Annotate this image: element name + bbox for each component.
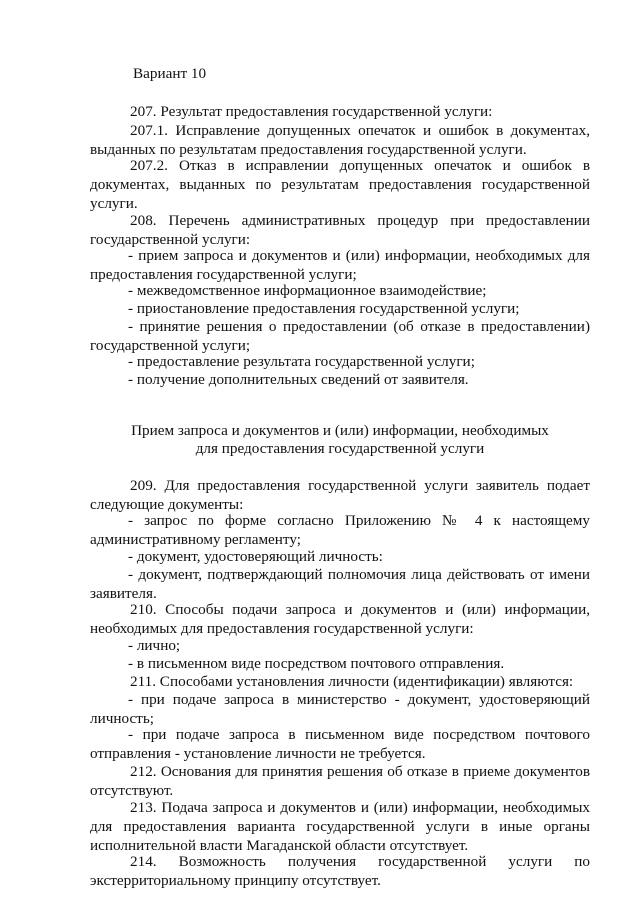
variant-heading: Вариант 10 — [133, 65, 207, 82]
list-item: - принятие решения о предоставлении (об отказе в предоставлении) государственной услуги; — [90, 318, 590, 354]
list-item: - при подаче запроса в министерство - документ, удостоверяющий личность; — [90, 691, 590, 727]
list-item: - межведомственное информационное взаимодействие; — [128, 282, 487, 299]
list-item: - при подаче запроса в письменном виде посредством почтового отправления - установление личности не требуется. — [90, 726, 590, 762]
list-item: - прием запроса и документов и (или) информации, необходимых для предоставления государственной услуги; — [90, 247, 590, 283]
paragraph-207: 207. Результат предоставления государственной услуги: — [130, 103, 493, 120]
paragraph-210: 210. Способы подачи запроса и документов и (или) информации, необходимых для предоставления государственной услуги: — [90, 601, 590, 637]
paragraph-213: 213. Подача запроса и документов и (или) информации, необходимых для предоставления варианта государственной услуги в иные органы исполнительной власти Магаданской области отсутствует. — [90, 799, 590, 854]
paragraph-207-1: 207.1. Исправление допущенных опечаток и ошибок в документах, выданных по результатам предоставления государственной услуги. — [90, 122, 590, 158]
list-item: - приостановление предоставления государственной услуги; — [128, 300, 520, 317]
list-item: - в письменном виде посредством почтового отправления. — [128, 655, 505, 672]
section-title-line-1: Прием запроса и документов и (или) информации, необходимых — [131, 422, 549, 439]
paragraph-209: 209. Для предоставления государственной услуги заявитель подает следующие документы: — [90, 477, 590, 513]
list-item: - лично; — [128, 637, 181, 654]
paragraph-207-2: 207.2. Отказ в исправлении допущенных опечаток и ошибок в документах, выданных по результатам предоставления государственной услуги. — [90, 157, 590, 212]
list-item: - получение дополнительных сведений от заявителя. — [128, 371, 469, 388]
list-item: - документ, удостоверяющий личность: — [128, 548, 383, 565]
list-item: - документ, подтверждающий полномочия лица действовать от имени заявителя. — [90, 566, 590, 602]
list-item: - запрос по форме согласно Приложению № 4 к настоящему административному регламенту; — [90, 512, 590, 548]
paragraph-214: 214. Возможность получения государственной услуги по экстерриториальному принципу отсутствует. — [90, 853, 590, 889]
paragraph-211: 211. Способами установления личности (идентификации) являются: — [130, 673, 574, 690]
paragraph-212: 212. Основания для принятия решения об отказе в приеме документов отсутствуют. — [90, 763, 590, 799]
paragraph-208: 208. Перечень административных процедур при предоставлении государственной услуги: — [90, 212, 590, 248]
section-title-line-2: для предоставления государственной услуги — [195, 440, 485, 457]
list-item: - предоставление результата государственной услуги; — [128, 353, 475, 370]
